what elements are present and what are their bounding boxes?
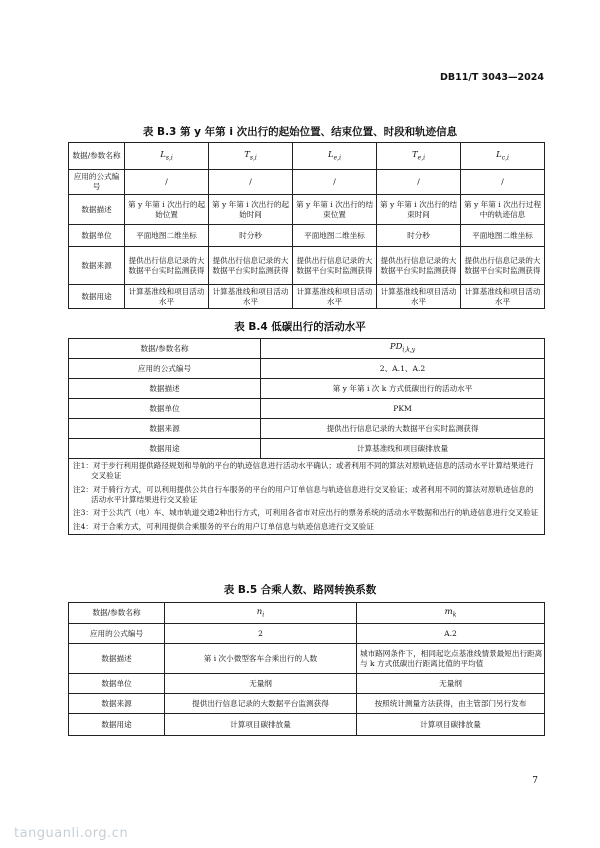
table-cell: 提供出行信息记录的大数据平台实时监测获得 [209,247,293,285]
table-cell: 计算项目碳排放量 [357,714,545,736]
table-cell: 第 y 年第 i 次出行的起始位置 [125,195,209,225]
param-symbol: $n_i$ [165,603,357,624]
table-cell: 提供出行信息记录的大数据平台实时监测获得 [261,419,545,439]
row-label: 数据用途 [69,285,125,309]
note-2: 注2：对于骑行方式，可以利用提供公共自行车服务的平台的用户订单信息与轨迹信息进行交叉验证；或者利用不同的算法对原轨迹信息的活动水平计算结果进行交叉验证 [73,484,534,504]
table-cell: PKM [261,399,545,419]
table-cell: 第 y 年第 i 次出行过程中的轨迹信息 [461,195,545,225]
table-cell: 计算基准线和项目活动水平 [125,285,209,309]
table-cell: 计算基准线和项目活动水平 [377,285,461,309]
table-row [69,195,545,225]
table-cell: 城市路网条件下，相同起讫点基准线情景最短出行距离与 k 方式低碳出行距离比值的平均值 [357,644,545,674]
note-4: 注4：对于合乘方式，可利用提供合乘服务的平台的用户订单信息与轨迹信息进行交叉验证 [73,522,374,532]
table-cell: 提供出行信息记录的大数据平台实时监测获得 [377,247,461,285]
table-cell: 提供出行信息记录的大数据平台实时监测获得 [293,247,377,285]
table-cell: 第 i 次小微型客车合乘出行的人数 [165,644,357,674]
row-label: 数据用途 [69,714,165,736]
table-row [69,624,545,644]
table-row [69,459,545,535]
table-cell: 提供出行信息记录的大数据平台实时监测获得 [125,247,209,285]
row-label: 数据单位 [69,225,125,247]
row-label: 数据用途 [69,439,261,459]
row-label: 数据描述 [69,644,165,674]
param-symbol: $L_{c,i}$ [461,143,545,170]
table-cell: / [293,170,377,195]
table-row [69,225,545,247]
table-row [69,644,545,674]
table-cell: 平面地图二维坐标 [293,225,377,247]
row-label: 数据描述 [69,195,125,225]
param-symbol: $L_{s,i}$ [125,143,209,170]
row-label: 数据来源 [69,419,261,439]
table-b3 [68,142,545,309]
table-row [69,439,545,459]
table-b5 [68,602,545,736]
row-label: 数据单位 [69,674,165,694]
table-row [69,359,545,379]
table-row [69,603,545,624]
table-row [69,714,545,736]
document-code: DB11/T 3043—2024 [440,72,544,83]
table-cell: / [125,170,209,195]
table-cell: 时分秒 [377,225,461,247]
table-row [69,419,545,439]
table-row [69,285,545,309]
table-cell: 按照统计测量方法获得，由主管部门另行发布 [357,694,545,714]
table-cell: 计算基准线和项目碳排放量 [261,439,545,459]
row-label: 数据/参数名称 [69,339,261,359]
row-label: 数据描述 [69,379,261,399]
table-cell: 第 y 年第 i 次出行的结束时间 [377,195,461,225]
page-number: 7 [532,776,538,786]
table-cell: 无量纲 [357,674,545,694]
table-cell: / [377,170,461,195]
table-row [69,379,545,399]
table-b3-caption: 表 B.3 第 y 年第 i 次出行的起始位置、结束位置、时段和轨迹信息 [142,126,458,138]
table-cell: 提供出行信息记录的大数据平台监测获得 [165,694,357,714]
table-cell: 计算基准线和项目活动水平 [461,285,545,309]
row-label: 数据/参数名称 [69,603,165,624]
table-cell: 平面地图二维坐标 [125,225,209,247]
note-1: 注1：对于步行利用提供路径规划和导航的平台的轨迹信息进行活动水平确认；或者利用不同的算法对原轨迹信息的活动水平计算结果进行交叉验证 [73,461,534,480]
param-symbol: $m_k$ [357,603,545,624]
table-cell: 计算基准线和项目活动水平 [209,285,293,309]
table-row [69,339,545,359]
table-cell: / [209,170,293,195]
note-3: 注3：对于公共汽（电）车、城市轨道交通2种出行方式，可利用各省市对应出行的票务系统的活动水平数据和出行的轨迹信息进行交叉验证 [73,508,539,518]
table-cell: 计算项目碳排放量 [165,714,357,736]
table-cell: 计算基准线和项目活动水平 [293,285,377,309]
table-row [69,247,545,285]
table-cell: 第 y 年第 i 次出行的起始时间 [209,195,293,225]
table-cell: 平面地图二维坐标 [461,225,545,247]
param-symbol: $L_{e,i}$ [293,143,377,170]
table-row [69,399,545,419]
table-row [69,143,545,170]
table-cell: 第 y 年第 i 次 k 方式低碳出行的活动水平 [261,379,545,399]
table-b4-caption: 表 B.4 低碳出行的活动水平 [234,321,366,333]
row-label: 应用的公式编号 [69,359,261,379]
table-cell: A.2 [357,624,545,644]
row-label: 数据来源 [69,694,165,714]
param-symbol: $PD_{i,k,y}$ [261,339,545,359]
table-cell: 2 [165,624,357,644]
table-b5-caption: 表 B.5 合乘人数、路网转换系数 [223,584,377,596]
table-row [69,694,545,714]
row-label: 应用的公式编号 [69,624,165,644]
table-cell: / [461,170,545,195]
table-row [69,674,545,694]
table-notes [69,459,545,535]
table-cell: 第 y 年第 i 次出行的结束位置 [293,195,377,225]
table-b4 [68,338,545,535]
table-cell: 时分秒 [209,225,293,247]
param-symbol: $T_{s,i}$ [209,143,293,170]
row-label: 应用的公式编号 [69,170,125,195]
table-row [69,170,545,195]
param-symbol: $T_{e,i}$ [377,143,461,170]
table-cell: 2、A.1、A.2 [261,359,545,379]
watermark: tanguanli.org.cn [14,826,129,841]
row-label: 数据单位 [69,399,261,419]
table-cell: 无量纲 [165,674,357,694]
row-label: 数据来源 [69,247,125,285]
table-cell: 提供出行信息记录的大数据平台实时监测获得 [461,247,545,285]
row-label: 数据/参数名称 [69,143,125,170]
